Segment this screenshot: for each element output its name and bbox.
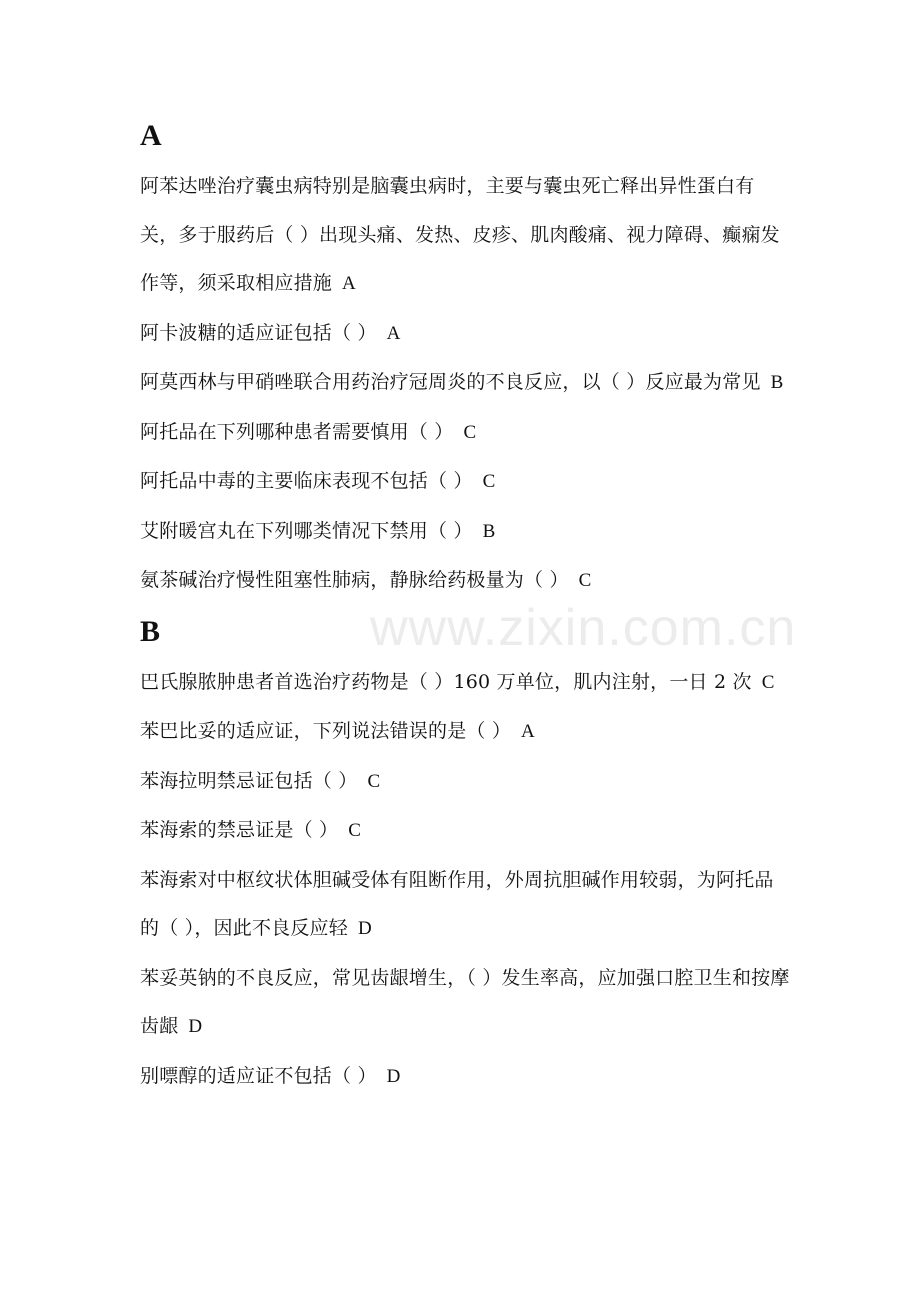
question-text: 苯巴比妥的适应证，下列说法错误的是（ ）	[140, 720, 512, 742]
question-entry	[140, 707, 790, 757]
answer-letter: C	[463, 421, 477, 443]
watermark: www.zixin.com.cn	[370, 599, 797, 657]
question-text: 苯海拉明禁忌证包括（ ）	[140, 769, 358, 792]
question-text: 苯海索的禁忌证是（ ）	[140, 819, 339, 841]
answer-letter: C	[367, 770, 381, 792]
question-text: 阿托品中毒的主要临床表现不包括（ ）	[140, 470, 473, 492]
question-entry	[140, 856, 790, 954]
answer-letter: C	[348, 820, 361, 841]
answer-letter: C	[482, 471, 496, 492]
question-text: 别嘌醇的适应证不包括（ ）	[140, 1064, 377, 1087]
question-entry	[140, 408, 790, 458]
answer-letter: D	[386, 1065, 401, 1087]
question-entry	[140, 457, 790, 507]
answer-letter: D	[188, 1016, 203, 1037]
answer-letter: C	[761, 671, 775, 693]
document-page	[140, 110, 790, 1101]
answer-letter: B	[482, 520, 496, 542]
question-entry	[140, 757, 790, 807]
question-text: 阿托品在下列哪种患者需要慎用（ ）	[140, 420, 454, 443]
answer-letter: A	[386, 322, 401, 344]
question-text: 艾附暖宫丸在下列哪类情况下禁用（ ）	[140, 519, 473, 542]
question-text: 氨茶碱治疗慢性阻塞性肺病，静脉给药极量为（ ）	[140, 569, 569, 591]
answer-letter: A	[342, 273, 356, 294]
answer-letter: D	[357, 918, 372, 939]
question-text: 苯海索对中枢纹状体胆碱受体有阻断作用，外周抗胆碱作用较弱，为阿托品的（ ），因此不良反应轻	[140, 868, 774, 939]
question-text: 苯妥英钠的不良反应，常见齿龈增生，（ ）发生率高，应加强口腔卫生和按摩齿龈	[140, 966, 790, 1037]
question-text: 阿卡波糖的适应证包括（ ）	[140, 321, 377, 344]
question-entry	[140, 954, 790, 1052]
answer-letter: A	[521, 721, 535, 742]
section-heading: A	[140, 119, 162, 152]
question-entry	[140, 309, 790, 359]
question-entry	[140, 162, 790, 309]
question-entry	[140, 358, 790, 408]
answer-letter: B	[770, 372, 784, 393]
section-a	[140, 110, 790, 606]
section-b	[140, 606, 790, 1102]
question-entry	[140, 507, 790, 557]
question-entry	[140, 806, 790, 856]
question-entry	[140, 658, 790, 708]
question-text: 巴氏腺脓肿患者首选治疗药物是（ ）160 万单位，肌内注射，一日 2 次	[140, 670, 752, 693]
question-entry	[140, 1052, 790, 1102]
question-entry	[140, 556, 790, 606]
question-text: 阿苯达唑治疗囊虫病特别是脑囊虫病时，主要与囊虫死亡释出异性蛋白有关，多于服药后（ ）出现头痛、发热、皮疹、肌肉酸痛、视力障碍、癫痫发作等，须采取相应措施	[140, 175, 780, 294]
question-text: 阿莫西林与甲硝唑联合用药治疗冠周炎的不良反应，以（ ）反应最为常见	[140, 371, 761, 393]
answer-letter: C	[578, 570, 592, 591]
section-heading: B	[140, 614, 161, 648]
